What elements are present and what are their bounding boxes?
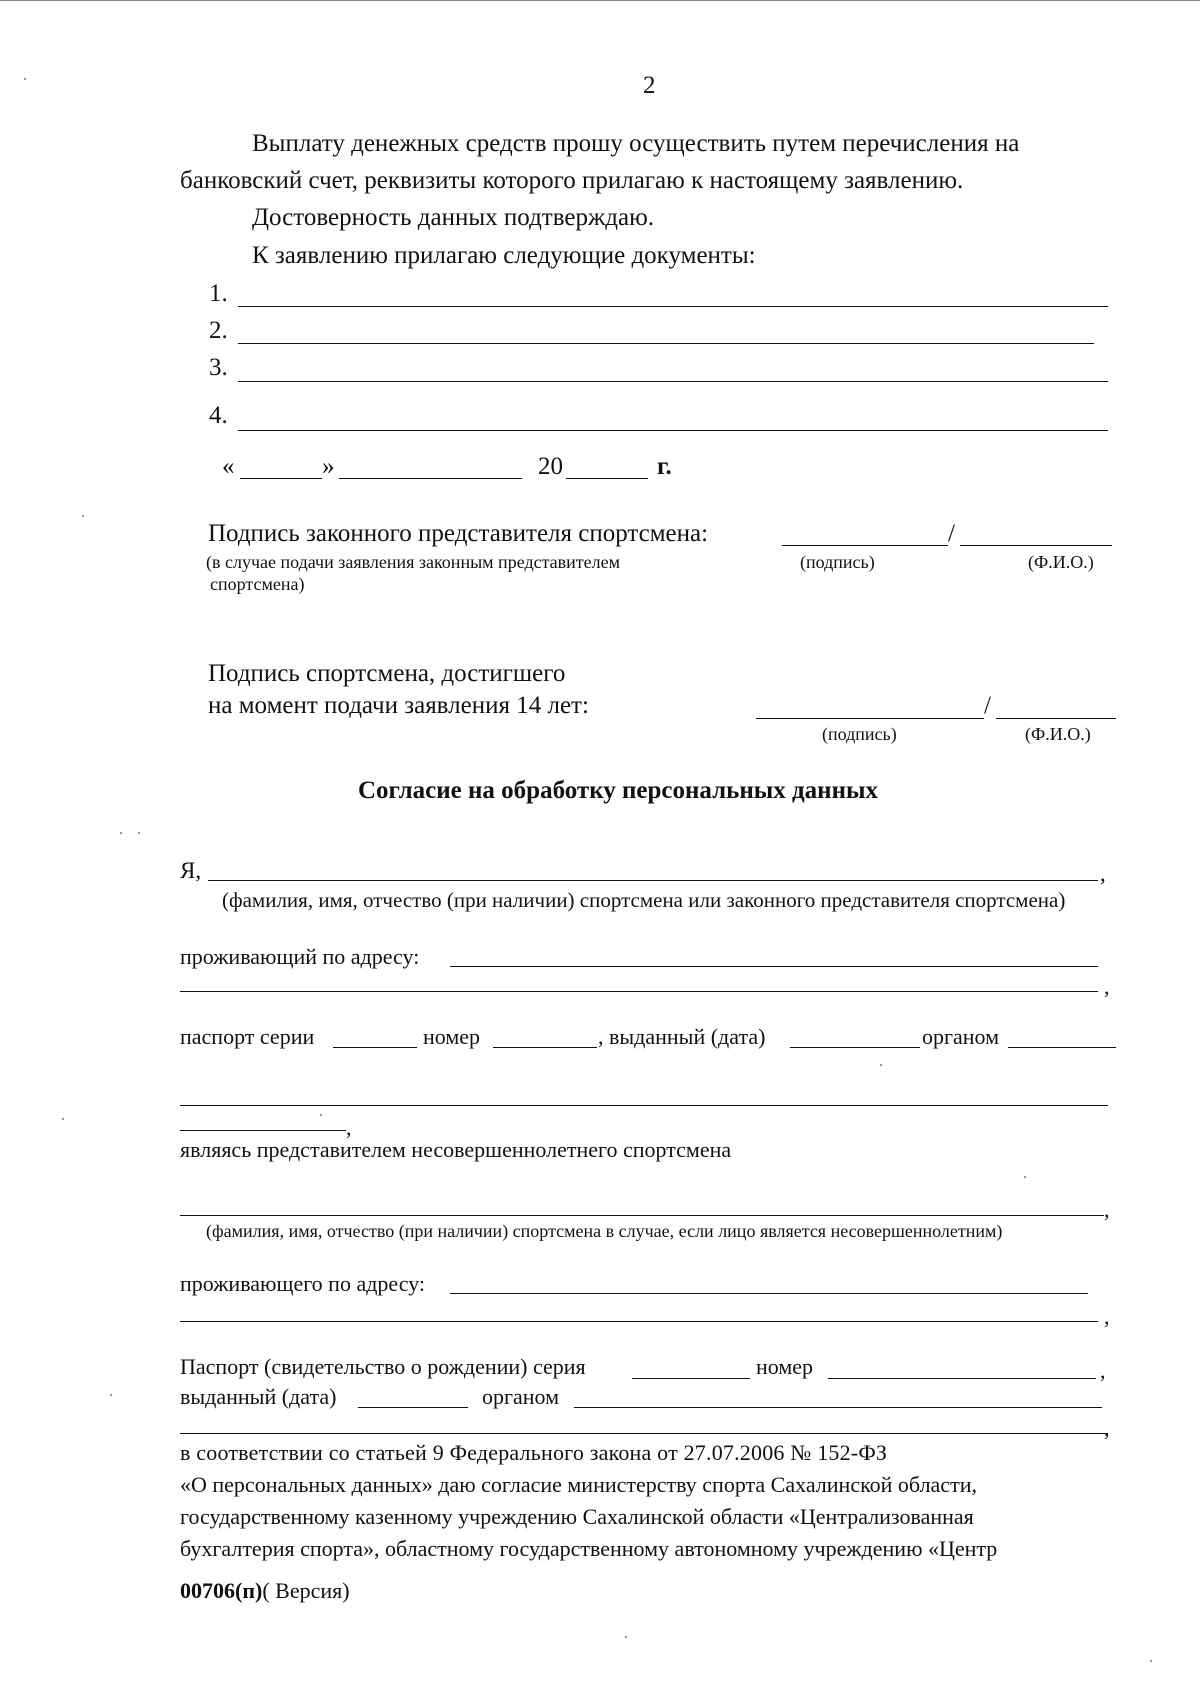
- legal-line-1: в соответствии со статьей 9 Федерального закона от 27.07.2006 № 152-ФЗ: [180, 1440, 888, 1465]
- page-number: 2: [643, 72, 656, 99]
- date-close-quote: »: [322, 453, 335, 480]
- intro-line-2: банковский счет, реквизиты которого прилагаю к настоящему заявлению.: [180, 167, 964, 194]
- footer-code: 00706(п): [180, 1578, 263, 1603]
- minor-name-comma: ,: [1104, 1197, 1110, 1222]
- rep-note-line-1: (в случае подачи заявления законным представителем: [206, 552, 621, 572]
- consent-i-label: Я,: [180, 858, 202, 883]
- representative-label: являясь представителем несовершеннолетнего спортсмена: [180, 1137, 732, 1162]
- birth-doc-authority-field[interactable]: [574, 1407, 1102, 1408]
- date-month-field[interactable]: [339, 478, 522, 479]
- athlete-fio-field[interactable]: [996, 718, 1116, 719]
- scan-speck: [24, 78, 26, 80]
- passport-date-field[interactable]: [790, 1047, 920, 1048]
- date-open-quote: «: [222, 453, 235, 480]
- minor-name-field[interactable]: [180, 1215, 1104, 1216]
- address-comma: ,: [1104, 974, 1110, 999]
- address-field-2[interactable]: [180, 991, 1098, 992]
- minor-address-field-2[interactable]: [180, 1321, 1098, 1322]
- birth-doc-comma: ,: [1104, 1416, 1110, 1441]
- scan-speck: [62, 1118, 64, 1120]
- athlete-signature-label-2: на момент подачи заявления 14 лет:: [208, 692, 589, 719]
- attachment-number-4: 4.: [209, 402, 228, 429]
- rep-signature-field[interactable]: [782, 545, 948, 546]
- footer-version: ( Версия): [262, 1578, 350, 1603]
- rep-note-line-2: спортсмена): [210, 574, 305, 594]
- scan-speck: [138, 832, 140, 834]
- address-label: проживающий по адресу:: [180, 944, 420, 969]
- passport-number-label: номер: [423, 1024, 481, 1049]
- scan-speck: [320, 1114, 322, 1116]
- athlete-signature-slash: /: [984, 692, 991, 719]
- birth-doc-date-field[interactable]: [358, 1407, 468, 1408]
- athlete-signature-label-1: Подпись спортсмена, достигшего: [208, 660, 566, 687]
- scan-speck: [1024, 1176, 1026, 1178]
- passport-authority-field-3[interactable]: [180, 1130, 346, 1131]
- birth-doc-authority-field-2[interactable]: [180, 1433, 1108, 1434]
- scan-speck: [120, 832, 122, 834]
- consent-name-caption: (фамилия, имя, отчество (при наличии) спортсмена или законного представителя спортсмена): [222, 888, 1066, 912]
- birth-doc-label: Паспорт (свидетельство о рождении) серия: [180, 1354, 586, 1379]
- legal-line-2: «О персональных данных» даю согласие министерству спорта Сахалинской области,: [180, 1472, 977, 1497]
- attachment-number-1: 1.: [209, 280, 228, 307]
- date-year-suffix: г.: [657, 453, 672, 480]
- legal-line-3: государственному казенному учреждению Сахалинской области «Централизованная: [180, 1504, 974, 1529]
- minor-address-field[interactable]: [450, 1293, 1088, 1294]
- footer: [180, 1580, 350, 1602]
- birth-doc-issued-label: выданный (дата): [180, 1384, 337, 1409]
- minor-address-label: проживающего по адресу:: [180, 1271, 426, 1296]
- attachment-number-3: 3.: [209, 354, 228, 381]
- scan-speck: [625, 1636, 627, 1638]
- rep-signature-label: Подпись законного представителя спортсмена:: [208, 520, 709, 547]
- legal-line-4: бухгалтерия спорта», областному государственному автономному учреждению «Центр: [180, 1536, 998, 1561]
- athlete-fio-caption: (Ф.И.О.): [1025, 724, 1091, 744]
- date-year-field[interactable]: [566, 478, 648, 479]
- scan-speck: [82, 515, 84, 517]
- passport-authority-label: органом: [922, 1024, 1000, 1049]
- intro-line-1: Выплату денежных средств прошу осуществить путем перечисления на: [252, 130, 1020, 157]
- birth-doc-number-comma: ,: [1100, 1358, 1106, 1383]
- consent-title: Согласие на обработку персональных данных: [358, 777, 879, 804]
- intro-line-3: Достоверность данных подтверждаю.: [252, 204, 654, 231]
- birth-doc-number-label: номер: [756, 1354, 814, 1379]
- passport-issued-label: , выданный (дата): [598, 1024, 766, 1049]
- rep-signature-slash: /: [948, 520, 955, 547]
- minor-name-caption: (фамилия, имя, отчество (при наличии) спортсмена в случае, если лицо является несовершеннолетним): [206, 1221, 1003, 1241]
- athlete-sign-caption: (подпись): [822, 724, 897, 744]
- passport-comma: ,: [346, 1115, 352, 1140]
- attachment-number-2: 2.: [209, 317, 228, 344]
- minor-address-comma: ,: [1104, 1304, 1110, 1329]
- intro-line-4: К заявлению прилагаю следующие документы:: [252, 242, 756, 269]
- rep-fio-field[interactable]: [960, 545, 1112, 546]
- passport-authority-field[interactable]: [1008, 1047, 1116, 1048]
- birth-doc-number-field[interactable]: [828, 1378, 1096, 1379]
- passport-series-field[interactable]: [333, 1047, 417, 1048]
- date-year-prefix: 20: [538, 453, 563, 480]
- scan-speck: [1150, 1660, 1152, 1662]
- address-field[interactable]: [450, 966, 1098, 967]
- attachment-field-1[interactable]: [238, 306, 1108, 307]
- rep-sign-caption: (подпись): [800, 552, 875, 572]
- date-day-field[interactable]: [240, 478, 322, 479]
- consent-name-comma: ,: [1100, 861, 1106, 886]
- rep-fio-caption: (Ф.И.О.): [1028, 552, 1094, 572]
- passport-number-field[interactable]: [493, 1047, 597, 1048]
- scan-speck: [880, 1064, 882, 1066]
- consent-name-field[interactable]: [208, 880, 1098, 881]
- attachment-field-2[interactable]: [238, 343, 1094, 344]
- birth-doc-authority-label: органом: [482, 1384, 560, 1409]
- scan-speck: [110, 1394, 112, 1396]
- attachment-field-4[interactable]: [238, 430, 1108, 431]
- birth-doc-series-field[interactable]: [632, 1378, 750, 1379]
- passport-authority-field-2[interactable]: [180, 1105, 1108, 1106]
- scan-edge-line: [0, 0, 1200, 1]
- attachment-field-3[interactable]: [238, 381, 1108, 382]
- passport-series-label: паспорт серии: [180, 1024, 315, 1049]
- athlete-signature-field[interactable]: [756, 718, 984, 719]
